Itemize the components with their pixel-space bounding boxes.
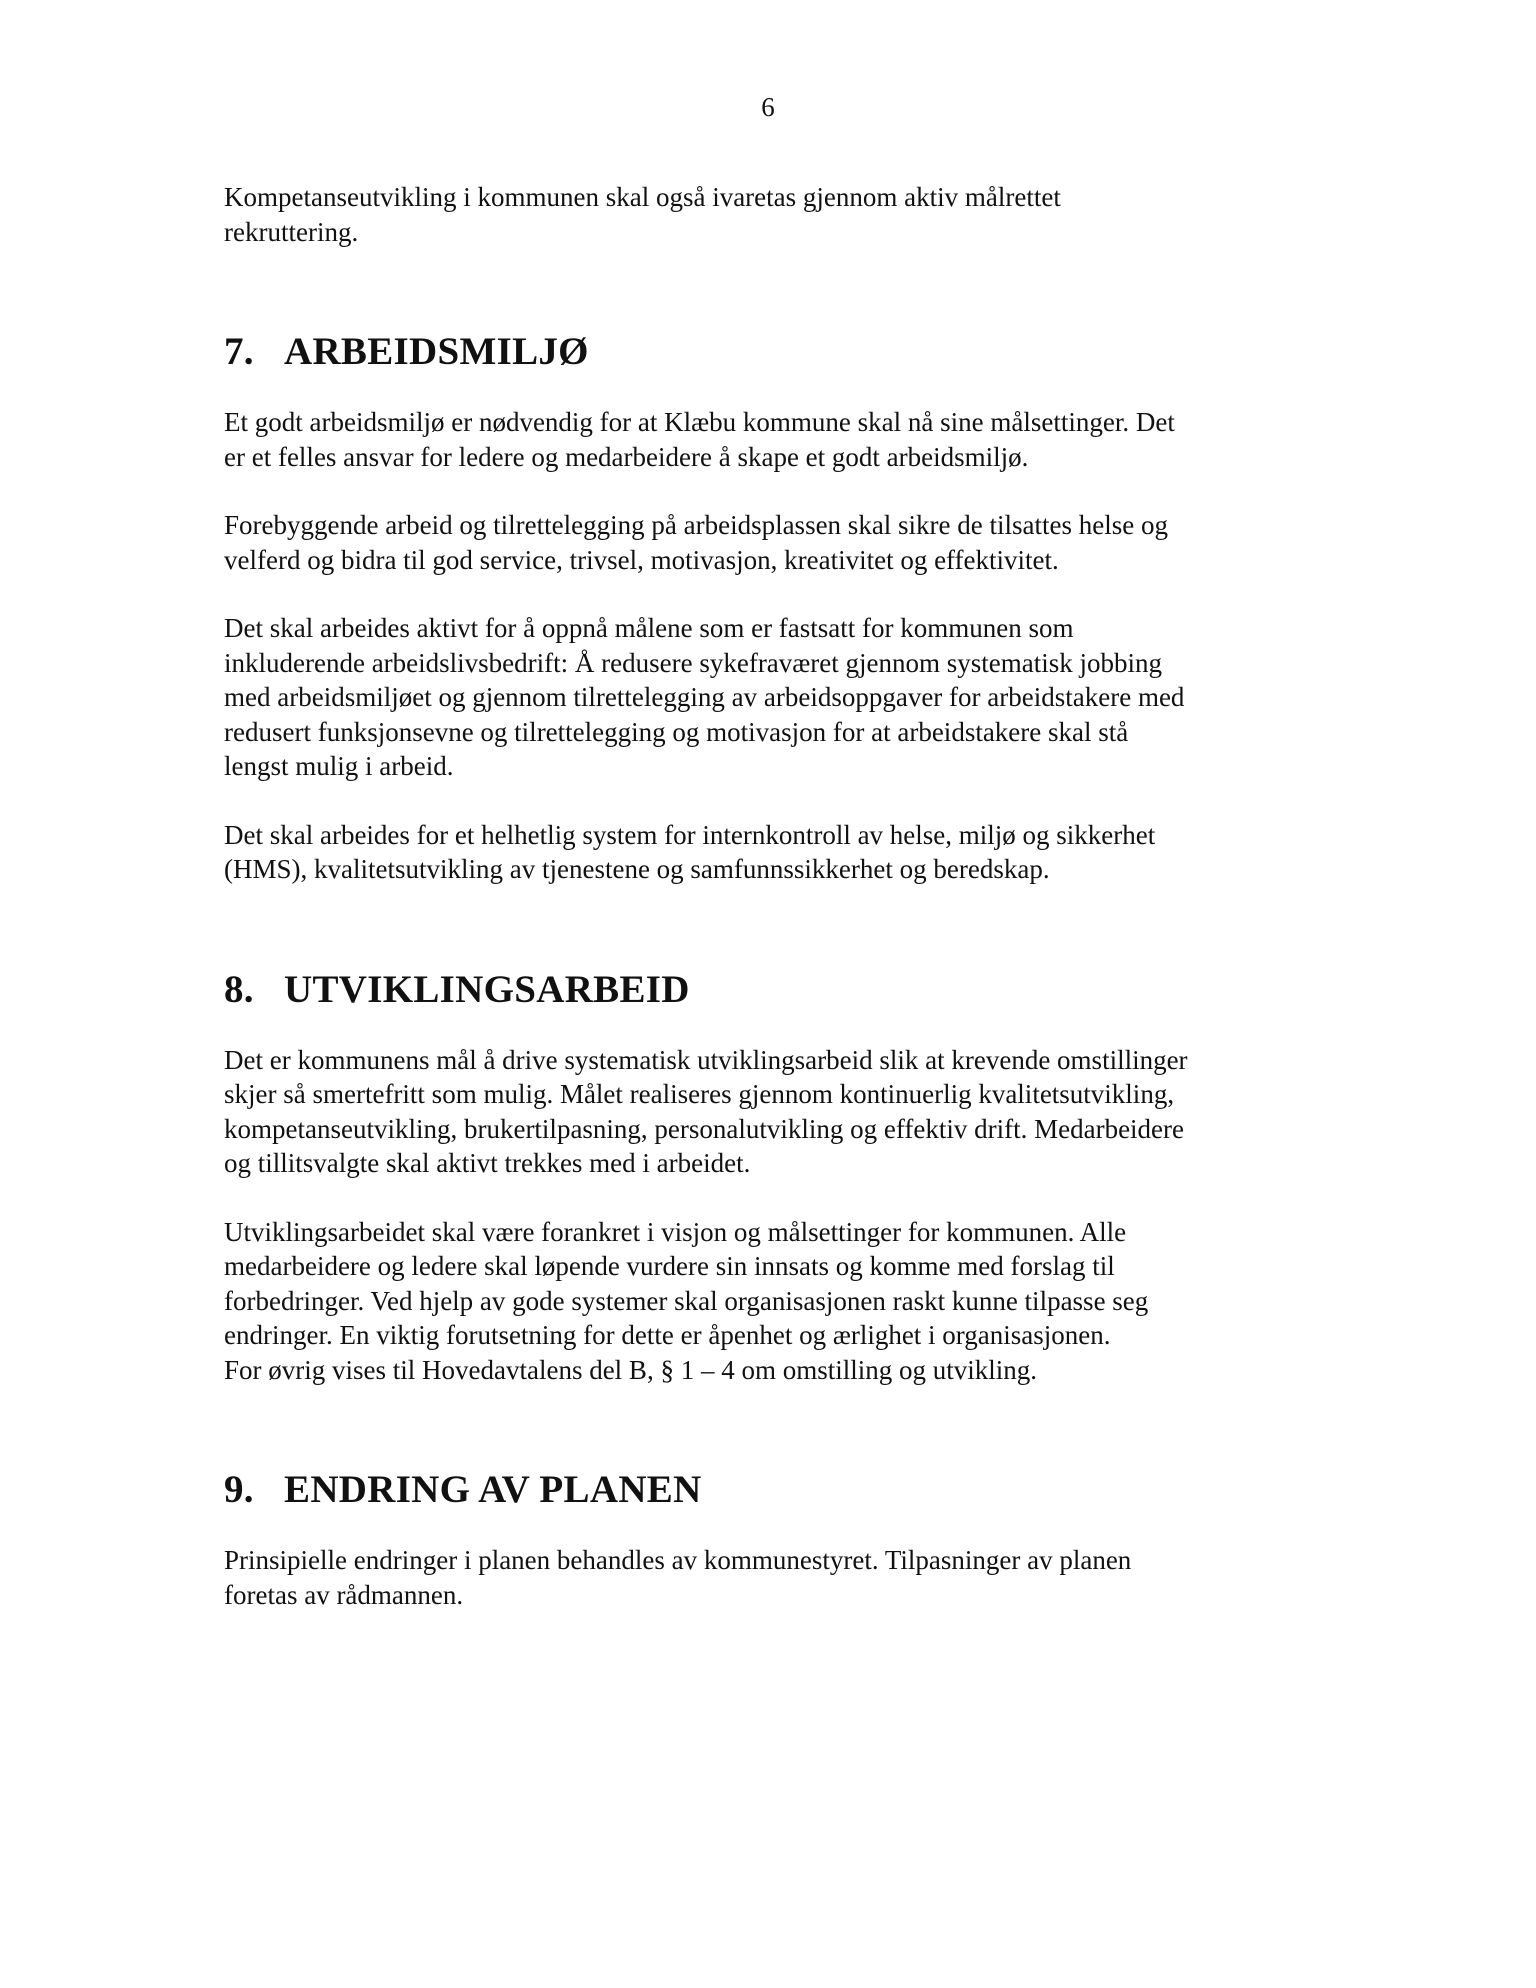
text-line: For øvrig vises til Hovedavtalens del B, § 1 – 4 om omstilling og utvikling. [224, 1354, 1037, 1385]
paragraph [224, 818, 1314, 887]
text-line: inkluderende arbeidslivsbedrift: Å redusere sykefraværet gjennom systematisk jobbing [224, 647, 1163, 678]
paragraph [224, 611, 1314, 784]
document-body [224, 180, 1314, 1612]
text-line: Det er kommunens mål å drive systematisk utviklingsarbeid slik at krevende omstillinger [224, 1044, 1188, 1075]
paragraph [224, 508, 1314, 577]
section-heading-arbeidsmiljo [224, 329, 1314, 375]
section-heading-utviklingsarbeid [224, 967, 1314, 1013]
text-line: er et felles ansvar for ledere og medarbeidere å skape et godt arbeidsmiljø. [224, 441, 1029, 472]
text-line: forbedringer. Ved hjelp av gode systemer skal organisasjonen raskt kunne tilpasse seg [224, 1285, 1149, 1316]
text-line: Utviklingsarbeidet skal være forankret i visjon og målsettinger for kommunen. Alle [224, 1216, 1127, 1247]
text-line: Kompetanseutvikling i kommunen skal også ivaretas gjennom aktiv målrettet [224, 182, 1061, 212]
text-line: velferd og bidra til god service, trivsel, motivasjon, kreativitet og effektivitet. [224, 544, 1059, 575]
section-heading-endring-av-planen [224, 1467, 1314, 1513]
section-number: 9. [224, 1468, 254, 1511]
text-line: medarbeidere og ledere skal løpende vurdere sin innsats og komme med forslag til [224, 1251, 1115, 1281]
paragraph [224, 1043, 1314, 1181]
text-line: rekruttering. [224, 216, 359, 247]
text-line: Prinsipielle endringer i planen behandles av kommunestyret. Tilpasninger av planen [224, 1545, 1132, 1575]
page-number: 6 [761, 92, 775, 122]
text-line: kompetanseutvikling, brukertilpasning, personalutvikling og effektiv drift. Medarbeidere [224, 1113, 1185, 1144]
intro-paragraph [224, 180, 1314, 249]
section-number: 8. [224, 967, 254, 1011]
text-line: Et godt arbeidsmiljø er nødvendig for at Klæbu kommune skal nå sine målsettinger. Det [224, 407, 1175, 437]
paragraph [224, 405, 1314, 474]
section-title: UTVIKLINGSARBEID [284, 967, 690, 1011]
section-title: ARBEIDSMILJØ [284, 330, 589, 373]
text-line: endringer. En viktig forutsetning for dette er åpenhet og ærlighet i organisasjonen. [224, 1320, 1111, 1350]
text-line: lengst mulig i arbeid. [224, 751, 454, 781]
text-line: Forebyggende arbeid og tilrettelegging på arbeidsplassen skal sikre de tilsattes helse og [224, 510, 1168, 540]
section-title: ENDRING AV PLANEN [284, 1468, 702, 1511]
paragraph [224, 1543, 1314, 1612]
text-line: foretas av rådmannen. [224, 1579, 464, 1610]
paragraph [224, 1215, 1314, 1388]
text-line: Det skal arbeides for et helhetlig system for internkontroll av helse, miljø og sikkerhet [224, 819, 1156, 850]
text-line: redusert funksjonsevne og tilrettelegging og motivasjon for at arbeidstakere skal stå [224, 716, 1129, 747]
text-line: skjer så smertefritt som mulig. Målet realiseres gjennom kontinuerlig kvalitetsutvikling, [224, 1079, 1175, 1109]
text-line: (HMS), kvalitetsutvikling av tjenestene og samfunnssikkerhet og beredskap. [224, 854, 1050, 884]
text-line: med arbeidsmiljøet og gjennom tilrettelegging av arbeidsoppgaver for arbeidstakere med [224, 682, 1185, 712]
section-number: 7. [224, 330, 254, 373]
text-line: og tillitsvalgte skal aktivt trekkes med i arbeidet. [224, 1148, 751, 1178]
text-line: Det skal arbeides aktivt for å oppnå målene som er fastsatt for kommunen som [224, 613, 1074, 643]
